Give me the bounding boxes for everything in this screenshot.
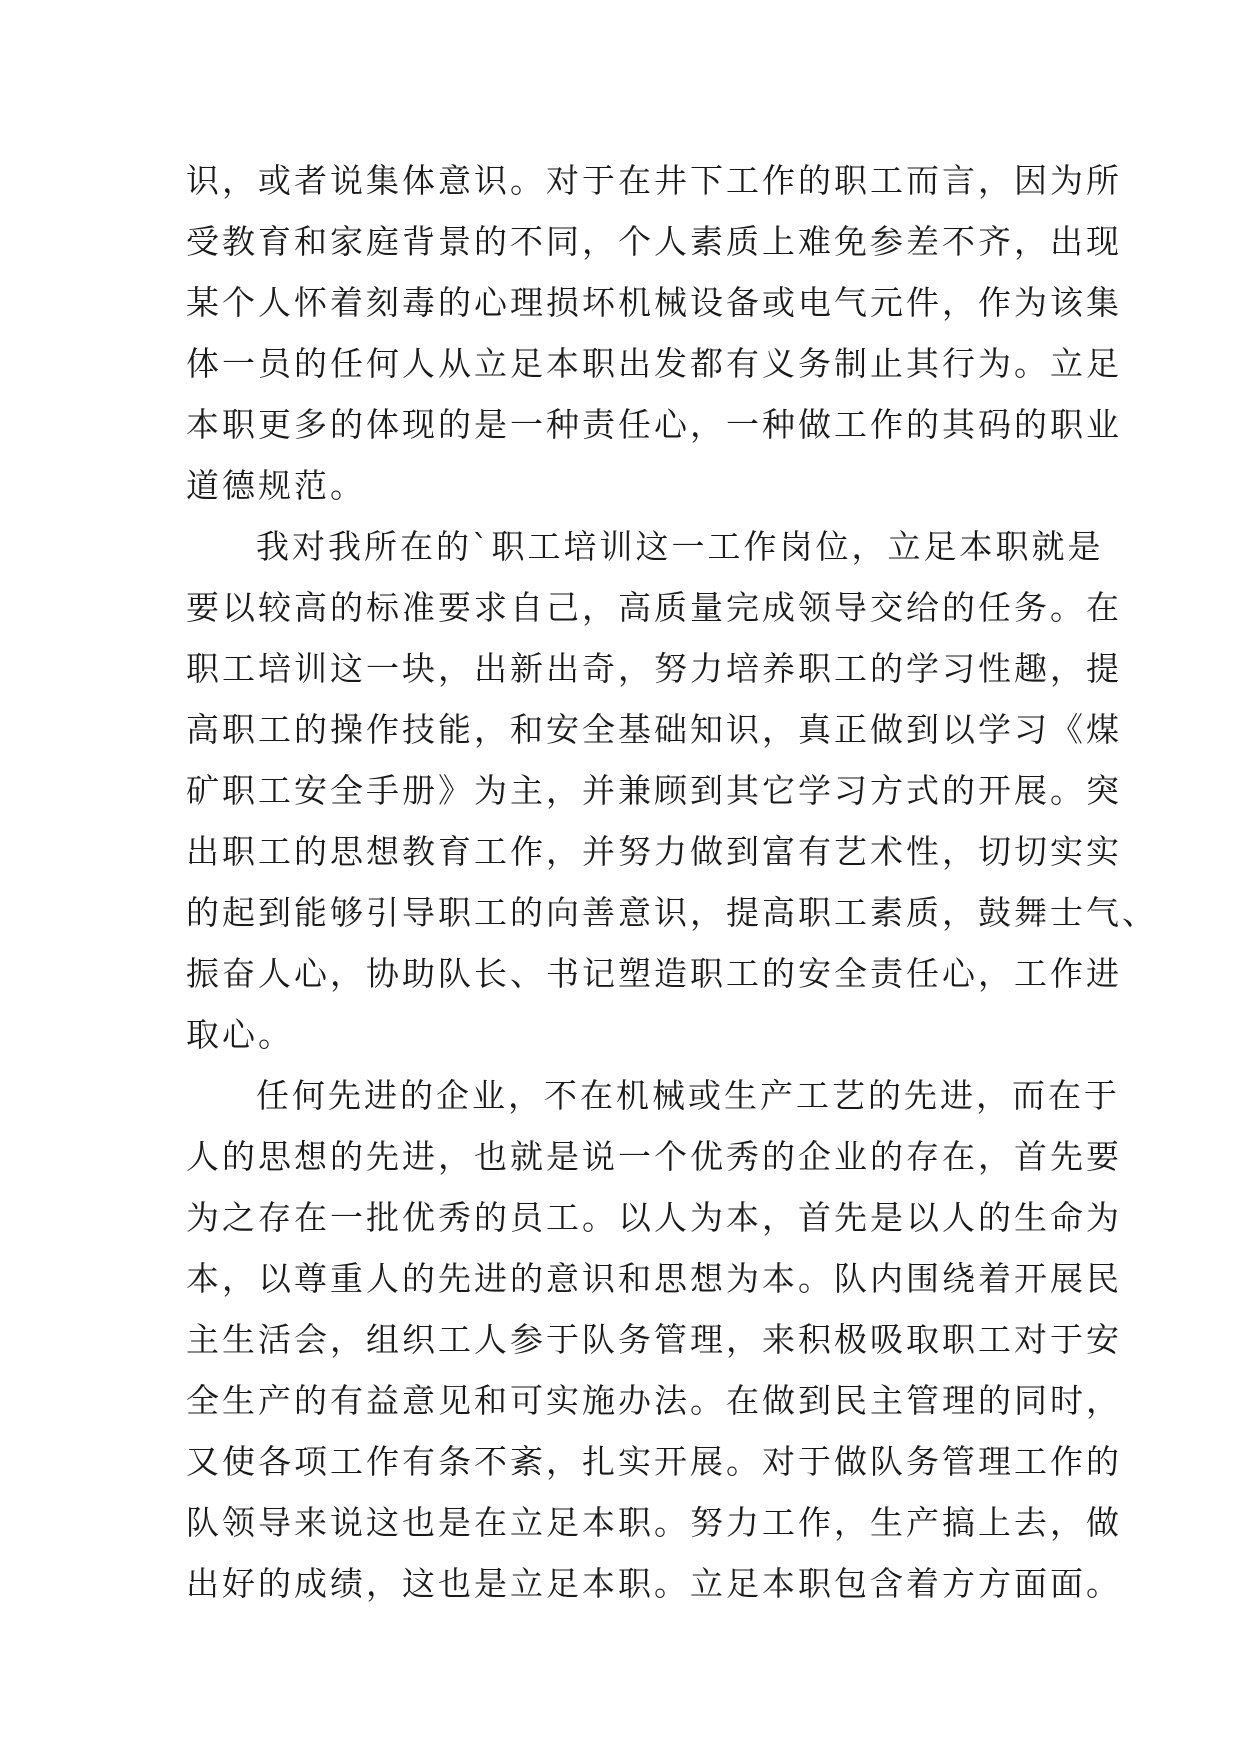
text-line: 某个人怀着刻毒的心理损坏机械设备或电气元件，作为该集 — [186, 283, 1122, 322]
text-line: 职工培训这一块，出新出奇，努力培养职工的学习性趣，提 — [186, 649, 1122, 688]
text-line: 本职更多的体现的是一种责任心，一种做工作的其码的职业 — [186, 405, 1122, 444]
text-line: 为之存在一批优秀的员工。以人为本，首先是以人的生命为 — [186, 1198, 1122, 1237]
text-line: 我对我所在的`职工培训这一工作岗位，立足本职就是 — [256, 527, 1104, 566]
text-line: 人的思想的先进，也就是说一个优秀的企业的存在，首先要 — [186, 1137, 1122, 1176]
text-line: 队领导来说这也是在立足本职。努力工作，生产搞上去，做 — [186, 1503, 1122, 1542]
text-line: 出职工的思想教育工作，并努力做到富有艺术性，切切实实 — [186, 832, 1122, 871]
paragraph-1 — [186, 150, 1122, 516]
text-line: 任何先进的企业，不在机械或生产工艺的先进，而在于 — [256, 1076, 1120, 1115]
text-line: 又使各项工作有条不紊，扎实开展。对于做队务管理工作的 — [186, 1442, 1122, 1481]
text-line: 识，或者说集体意识。对于在井下工作的职工而言，因为所 — [186, 161, 1122, 200]
text-line: 道德规范。 — [186, 466, 366, 505]
text-line: 主生活会，组织工人参于队务管理，来积极吸取职工对于安 — [186, 1320, 1122, 1359]
text-line: 出好的成绩，这也是立足本职。立足本职包含着方方面面。 — [186, 1564, 1122, 1603]
text-line: 振奋人心，协助队长、书记塑造职工的安全责任心，工作进 — [186, 954, 1122, 993]
paragraph-3 — [186, 1065, 1122, 1614]
paragraph-2 — [186, 516, 1158, 1065]
text-line: 要以较高的标准要求自己，高质量完成领导交给的任务。在 — [186, 588, 1122, 627]
text-line: 受教育和家庭背景的不同，个人素质上难免参差不齐，出现 — [186, 222, 1122, 261]
text-line: 高职工的操作技能，和安全基础知识，真正做到以学习《煤 — [186, 710, 1122, 749]
text-line: 体一员的任何人从立足本职出发都有义务制止其行为。立足 — [186, 344, 1122, 383]
text-line: 的起到能够引导职工的向善意识，提高职工素质，鼓舞士气、 — [186, 893, 1158, 932]
text-line: 本，以尊重人的先进的意识和思想为本。队内围绕着开展民 — [186, 1259, 1122, 1298]
text-line: 全生产的有益意见和可实施办法。在做到民主管理的同时， — [186, 1381, 1122, 1420]
body-text — [186, 150, 1158, 1614]
text-line: 取心。 — [186, 1015, 294, 1054]
text-line: 矿职工安全手册》为主，并兼顾到其它学习方式的开展。突 — [186, 771, 1122, 810]
